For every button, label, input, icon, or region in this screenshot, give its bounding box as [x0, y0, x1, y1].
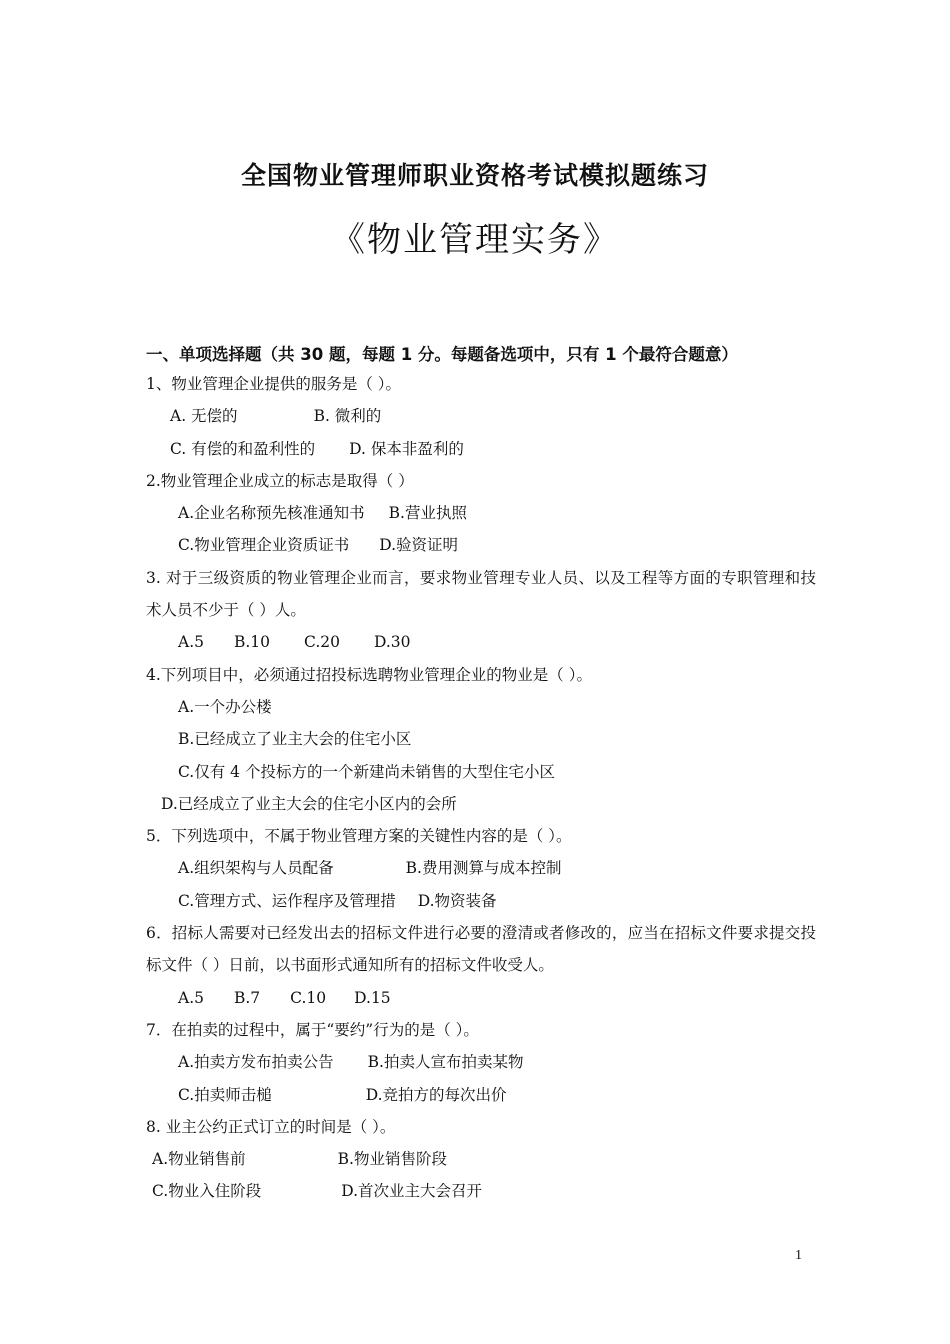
question-stem: 2.物业管理企业成立的标志是取得（ ） — [146, 471, 414, 490]
answer-option: A. 无偿的 — [170, 407, 238, 426]
question-stem: 5．下列选项中，不属于物业管理方案的关键性内容的是（ ）。 — [146, 827, 572, 846]
question-stem: 8. 业主公约正式订立的时间是（ ）。 — [146, 1117, 396, 1136]
answer-option: A.组织架构与人员配备 — [178, 859, 334, 878]
document-subtitle: 《物业管理实务》 — [331, 220, 619, 260]
answer-option: A.企业名称预先核准通知书 — [178, 504, 365, 523]
answer-option: C.拍卖师击槌 — [178, 1085, 272, 1104]
answer-option: D.物资装备 — [417, 891, 497, 910]
answer-option: B.拍卖人宣布拍卖某物 — [367, 1053, 524, 1072]
document-title: 全国物业管理师职业资格考试模拟题练习 — [240, 161, 709, 190]
option-row — [146, 982, 816, 1014]
option-row — [146, 626, 816, 658]
answer-option: B.7 — [233, 988, 261, 1007]
page-number: 1 — [795, 1248, 802, 1263]
answer-option: D.30 — [374, 633, 411, 652]
option-row — [146, 400, 816, 432]
question-stem: 3. 对于三级资质的物业管理企业而言，要求物业管理专业人员、以及工程等方面的专职管理和技术人员不少于（ ）人。 — [146, 568, 816, 620]
question-stem: 1、物业管理企业提供的服务是（ ）。 — [146, 375, 402, 393]
option-row — [146, 1143, 816, 1175]
answer-option: D.15 — [354, 988, 391, 1007]
answer-option: C.20 — [304, 633, 340, 652]
answer-option: B.营业执照 — [388, 504, 467, 523]
answer-option: C.仅有 4 个投标方的一个新建尚未销售的大型住宅小区 — [178, 762, 555, 781]
answer-option: A.一个办公楼 — [178, 697, 272, 716]
answer-option: A.5 — [178, 988, 204, 1007]
option-row — [146, 756, 816, 788]
answer-option: B.物业销售阶段 — [337, 1150, 447, 1169]
answer-option: B. 微利的 — [313, 407, 382, 426]
option-row — [146, 1079, 816, 1111]
answer-option: D.已经成立了业主大会的住宅小区内的会所 — [161, 794, 457, 813]
answer-option: C. 有偿的和盈利性的 — [170, 439, 316, 458]
answer-option: A.5 — [178, 633, 204, 652]
question-stem: 7．在拍卖的过程中，属于“要约”行为的是（ ）。 — [146, 1020, 479, 1039]
answer-option: B.10 — [233, 633, 271, 652]
answer-option: B.费用测算与成本控制 — [405, 859, 562, 878]
answer-option: D.验资证明 — [379, 536, 459, 555]
answer-option: C.物业入住阶段 — [152, 1182, 262, 1201]
option-row — [146, 433, 816, 465]
question-stem: 6．招标人需要对已经发出去的招标文件进行必要的澄清或者修改的，应当在招标文件要求提交投标文件（ ）日前，以书面形式通知所有的招标文件收受人。 — [146, 924, 816, 975]
option-row — [146, 1175, 816, 1207]
answer-option: A.拍卖方发布拍卖公告 — [178, 1053, 334, 1072]
answer-option: D. 保本非盈利的 — [349, 439, 464, 458]
option-row — [146, 723, 816, 755]
option-row — [146, 885, 816, 917]
option-row — [146, 497, 816, 529]
answer-option: C.物业管理企业资质证书 — [178, 536, 350, 555]
answer-option: D.竞拍方的每次出价 — [365, 1085, 507, 1104]
option-row — [146, 852, 816, 884]
answer-option: D.首次业主大会召开 — [341, 1182, 483, 1201]
option-row — [146, 788, 816, 820]
option-row — [146, 1046, 816, 1078]
section-heading: 一、单项选择题（共 30 题，每题 1 分。每题备选项中，只有 1 个最符合题意） — [146, 345, 738, 364]
answer-option: A.物业销售前 — [152, 1150, 246, 1169]
option-row — [146, 529, 816, 561]
answer-option: B.已经成立了业主大会的住宅小区 — [178, 730, 412, 749]
question-stem: 4.下列项目中，必须通过招投标选聘物业管理企业的物业是（ ）。 — [146, 665, 592, 684]
option-row — [146, 691, 816, 723]
answer-option: C.管理方式、运作程序及管理措 — [178, 891, 396, 910]
answer-option: C.10 — [290, 988, 327, 1007]
question-list — [146, 368, 816, 1208]
